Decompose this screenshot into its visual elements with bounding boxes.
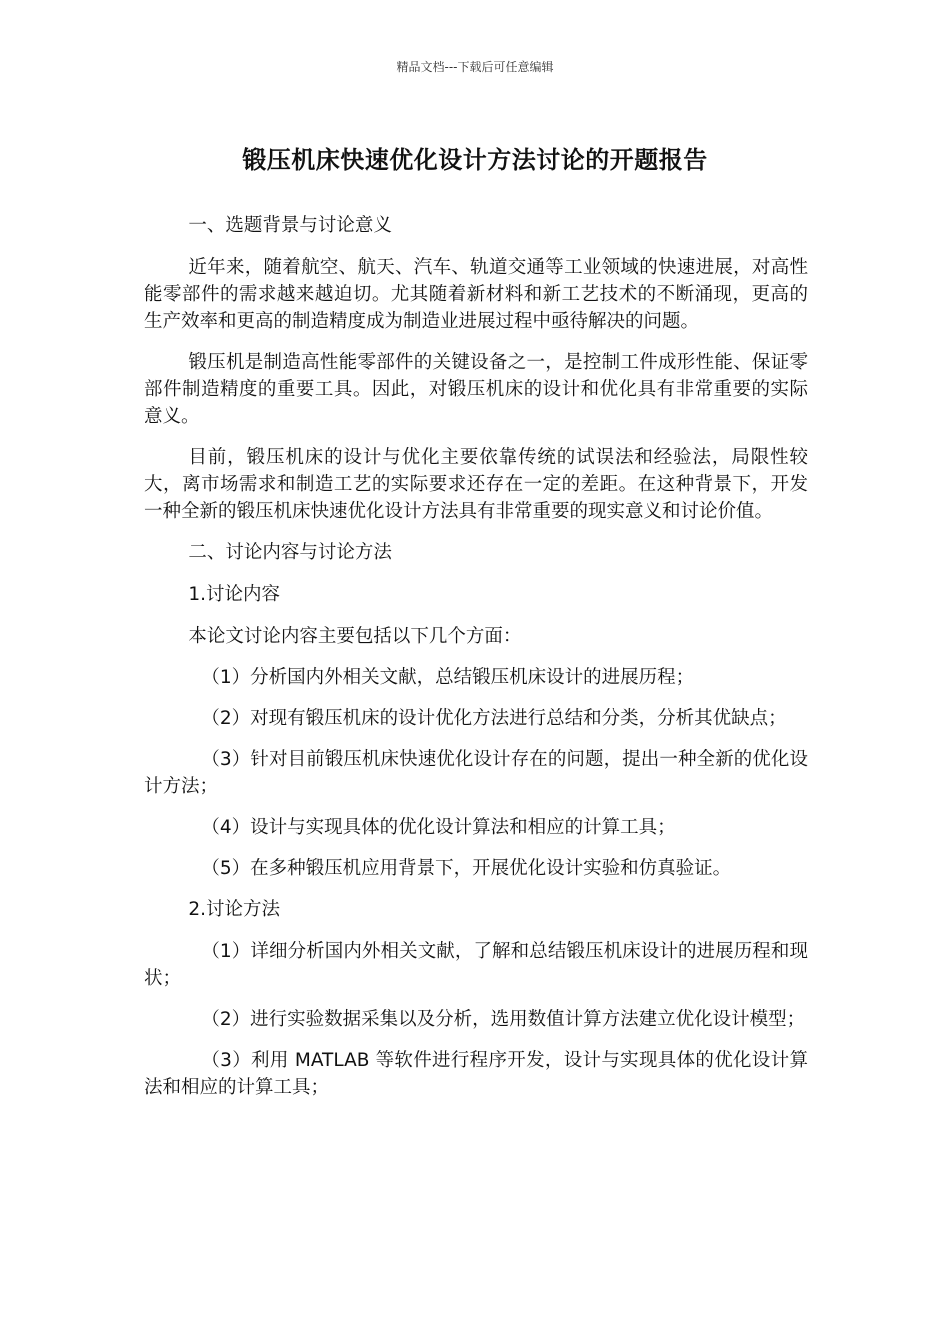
list-item-content-5: （5）在多种锻压机应用背景下，开展优化设计实验和仿真验证。 [201,858,732,879]
section-heading-content-method: 二、讨论内容与讨论方法 [188,542,392,563]
list-item-method-2: （2）进行实验数据采集以及分析，选用数值计算方法建立优化设计模型； [201,1009,806,1030]
list-item-method-3: （3）利用 MATLAB 等软件进行程序开发，设计与实现具体的优化设计算法和相应的计算工具； [144,1050,808,1098]
list-item-content-2: （2）对现有锻压机床的设计优化方法进行总结和分类，分析其优缺点； [201,708,787,729]
section-heading-background: 一、选题背景与讨论意义 [188,215,392,236]
paragraph-background-2: 锻压机是制造高性能零部件的关键设备之一，是控制工件成形性能、保证零部件制造精度的重要工具。因此，对锻压机床的设计和优化具有非常重要的实际意义。 [144,352,808,427]
subsection-heading-method: 2.讨论方法 [188,899,281,920]
list-item-content-1: （1）分析国内外相关文献，总结锻压机床设计的进展历程； [201,667,695,688]
paragraph-background-3: 目前，锻压机床的设计与优化主要依靠传统的试误法和经验法，局限性较大，离市场需求和制造工艺的实际要求还存在一定的差距。在这种背景下，开发一种全新的锻压机床快速优化设计方法具有非常重要的现实意义和讨论价值。 [144,447,808,522]
list-item-method-1: （1）详细分析国内外相关文献，了解和总结锻压机床设计的进展历程和现状； [144,941,808,989]
document-body [144,212,808,1115]
header-watermark: 精品文档---下载后可任意编辑 [396,60,554,74]
list-item-content-4: （4）设计与实现具体的优化设计算法和相应的计算工具； [201,817,676,838]
subsection-heading-content: 1.讨论内容 [188,584,281,605]
document-title: 锻压机床快速优化设计方法讨论的开题报告 [242,146,708,174]
paragraph-content-intro: 本论文讨论内容主要包括以下几个方面： [188,626,522,647]
list-item-content-3: （3）针对目前锻压机床快速优化设计存在的问题，提出一种全新的优化设计方法； [144,749,808,797]
paragraph-background-1: 近年来，随着航空、航天、汽车、轨道交通等工业领域的快速进展，对高性能零部件的需求越来越迫切。尤其随着新材料和新工艺技术的不断涌现，更高的生产效率和更高的制造精度成为制造业进展过程中亟待解决的问题。 [144,257,808,332]
